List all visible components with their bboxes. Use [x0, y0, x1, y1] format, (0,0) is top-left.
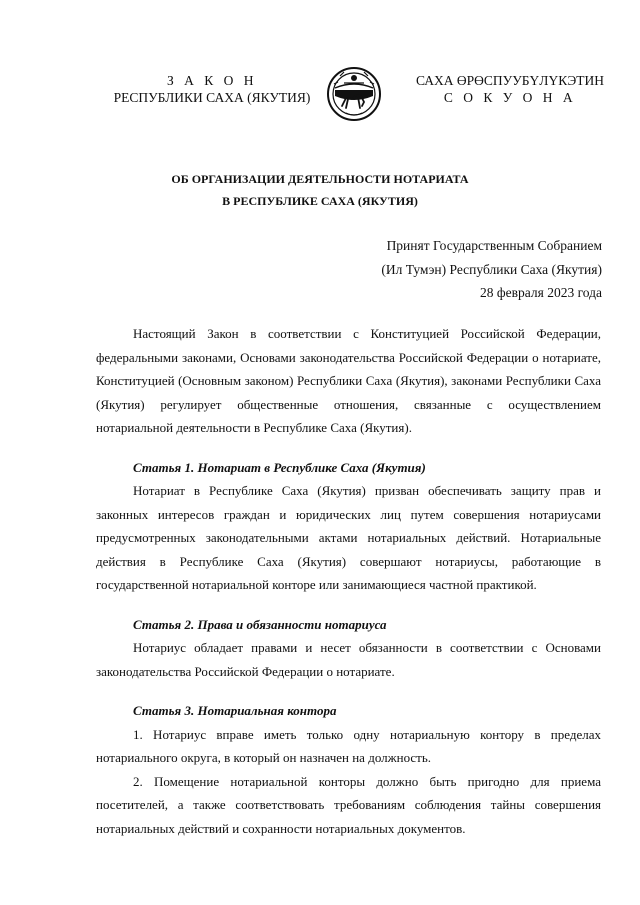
adoption-line2: (Ил Тумэн) Республики Саха (Якутия)	[381, 261, 602, 277]
article-2-paragraph-1: Нотариус обладает правами и несет обязанности в соответствии с Основами законодательства Российской Федерации о нотариате.	[96, 640, 601, 679]
law-header-sakha	[400, 72, 620, 106]
law-header-sakha-line2: С О К У О Н А	[443, 90, 577, 105]
law-header-ru-line2: РЕСПУБЛИКИ САХА (ЯКУТИЯ)	[113, 90, 311, 105]
adoption-block	[381, 234, 602, 305]
article-1-paragraph-1: Нотариат в Республике Саха (Якутия) призван обеспечивать защиту прав и законных интересов граждан и юридических лиц путем совершения нотариусами предусмотренных законодательными актами нотариальных действий. Нотариальные действия в Республике Саха (Якутия) совершают нотариусы, работающие в государственной нотариальной конторе или занимающиеся частной практикой.	[96, 483, 601, 592]
adoption-line1: Принят Государственным Собранием	[386, 238, 602, 253]
coat-of-arms-emblem-icon	[326, 66, 382, 122]
law-title-line2: В РЕСПУБЛИКЕ САХА (ЯКУТИЯ)	[222, 194, 418, 208]
law-title-line1: ОБ ОРГАНИЗАЦИИ ДЕЯТЕЛЬНОСТИ НОТАРИАТА	[171, 172, 469, 186]
article-1-heading: Статья 1. Нотариат в Республике Саха (Якутия)	[133, 459, 426, 475]
law-body	[96, 322, 601, 840]
law-title	[40, 168, 600, 212]
article-3-paragraph-2: 2. Помещение нотариальной конторы должно быть пригодно для приема посетителей, а также соответствовать требованиям соблюдения тайны совершения нотариальных действий и сохранности нотариальных документов.	[96, 773, 601, 836]
law-header-sakha-line1: САХА ӨРӨСПУУБҮЛҮКЭТИН	[415, 73, 605, 88]
article-2-heading: Статья 2. Права и обязанности нотариуса	[133, 616, 387, 632]
preamble-paragraph: Настоящий Закон в соответствии с Конституцией Российской Федерации, федеральными законами, Основами законодательства Российской Федерации о нотариате, Конституцией (Основным законом) Республики Саха (Якутия), законами Республики Саха (Якутия) регулирует общественные отношения, связанные с осуществлением нотариальной деятельности в Республике Саха (Якутия).	[96, 326, 601, 435]
law-header-ru	[92, 72, 332, 106]
law-header-ru-line1: З А К О Н	[166, 73, 257, 88]
adoption-date: 28 февраля 2023 года	[480, 285, 602, 300]
article-3-paragraph-1: 1. Нотариус вправе иметь только одну нотариальную контору в пределах нотариального округа, в который он назначен на должность.	[96, 726, 601, 765]
article-3-heading: Статья 3. Нотариальная контора	[133, 703, 337, 718]
